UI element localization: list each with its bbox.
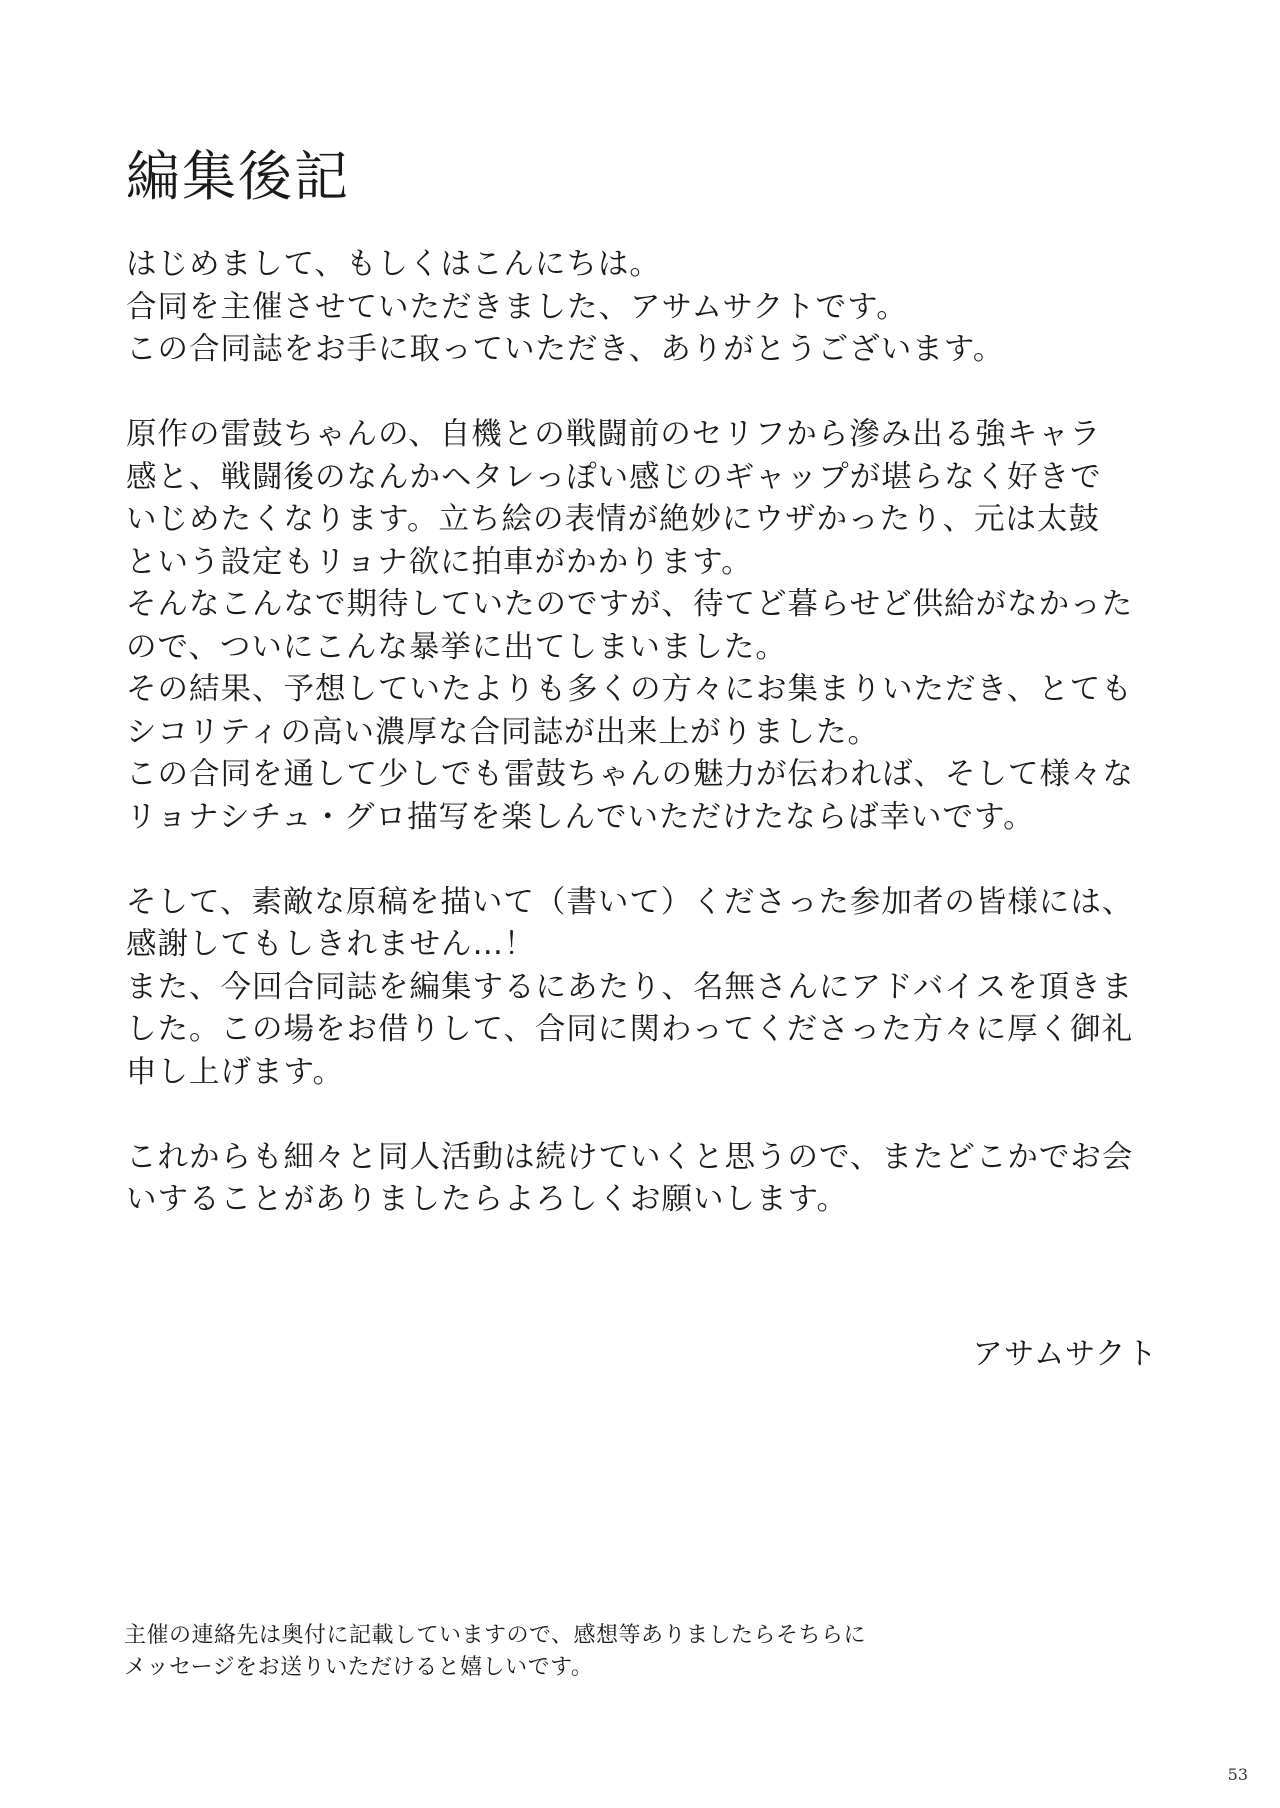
paragraph-spacer [126, 372, 1166, 415]
text-line: した。この場をお借りして、合同に関わってくださった方々に厚く御礼 [126, 1012, 1134, 1047]
text-line: ので、ついにこんな暴挙に出てしまいました。 [126, 629, 787, 665]
text-line: この合同誌をお手に取っていただき、ありがとうございます。 [126, 332, 1005, 367]
paragraph-closing [126, 1137, 1166, 1222]
paragraph-motivation [126, 414, 1166, 839]
text-line: 申し上げます。 [126, 1054, 345, 1090]
afterword-body [126, 244, 1166, 1222]
page-title: 編集後記 [126, 145, 350, 208]
text-line: 感と、戦闘後のなんかヘタレっぽい感じのギャップが堪らなく好きで [126, 459, 1102, 495]
paragraph-thanks [126, 882, 1166, 1095]
contact-note [124, 1620, 866, 1684]
text-line: この合同を通して少しでも雷鼓ちゃんの魅力が伝われば、そして様々な [126, 757, 1134, 792]
text-line: はじめまして、もしくはこんにちは。 [126, 247, 661, 282]
paragraph-spacer [126, 1094, 1166, 1137]
text-line: また、今回合同誌を編集するにあたり、名無さんにアドバイスを頂きま [126, 969, 1134, 1005]
text-line: 感謝してもしきれません…！ [126, 927, 536, 962]
text-line: いじめたくなります。立ち絵の表情が絶妙にウザかったり、元は太鼓 [126, 502, 1101, 537]
text-line: という設定もリョナ欲に拍車がかかります。 [126, 544, 753, 580]
author-signature: アサムサクト [972, 1337, 1158, 1372]
text-line: シコリティの高い濃厚な合同誌が出来上がりました。 [126, 714, 879, 750]
text-line: そして、素敵な原稿を描いて（書いて）くださった参加者の皆様には、 [126, 884, 1134, 920]
text-line: 原作の雷鼓ちゃんの、自機との戦闘前のセリフから滲み出る強キャラ [126, 417, 1102, 452]
text-line: これからも細々と同人活動は続けていくと思うので、またどこかでお会 [126, 1139, 1134, 1175]
note-line: 主催の連絡先は奥付に記載していますので、感想等ありましたらそちらに [124, 1623, 867, 1648]
text-line: そんなこんなで期待していたのですが、待てど暮らせど供給がなかった [126, 587, 1134, 622]
text-line: リョナシチュ・グロ描写を楽しんでいただけたならば幸いです。 [126, 799, 1035, 835]
paragraph-greeting [126, 244, 1166, 372]
text-line: その結果、予想していたよりも多くの方々にお集まりいただき、とても [126, 672, 1133, 707]
note-line: メッセージをお送りいただけると嬉しいです。 [124, 1655, 594, 1680]
paragraph-spacer [126, 839, 1166, 882]
text-line: 合同を主催させていただきました、アサムサクトです。 [126, 289, 908, 325]
text-line: いすることがありましたらよろしくお願いします。 [126, 1182, 849, 1217]
page-number: 53 [1227, 1765, 1248, 1784]
